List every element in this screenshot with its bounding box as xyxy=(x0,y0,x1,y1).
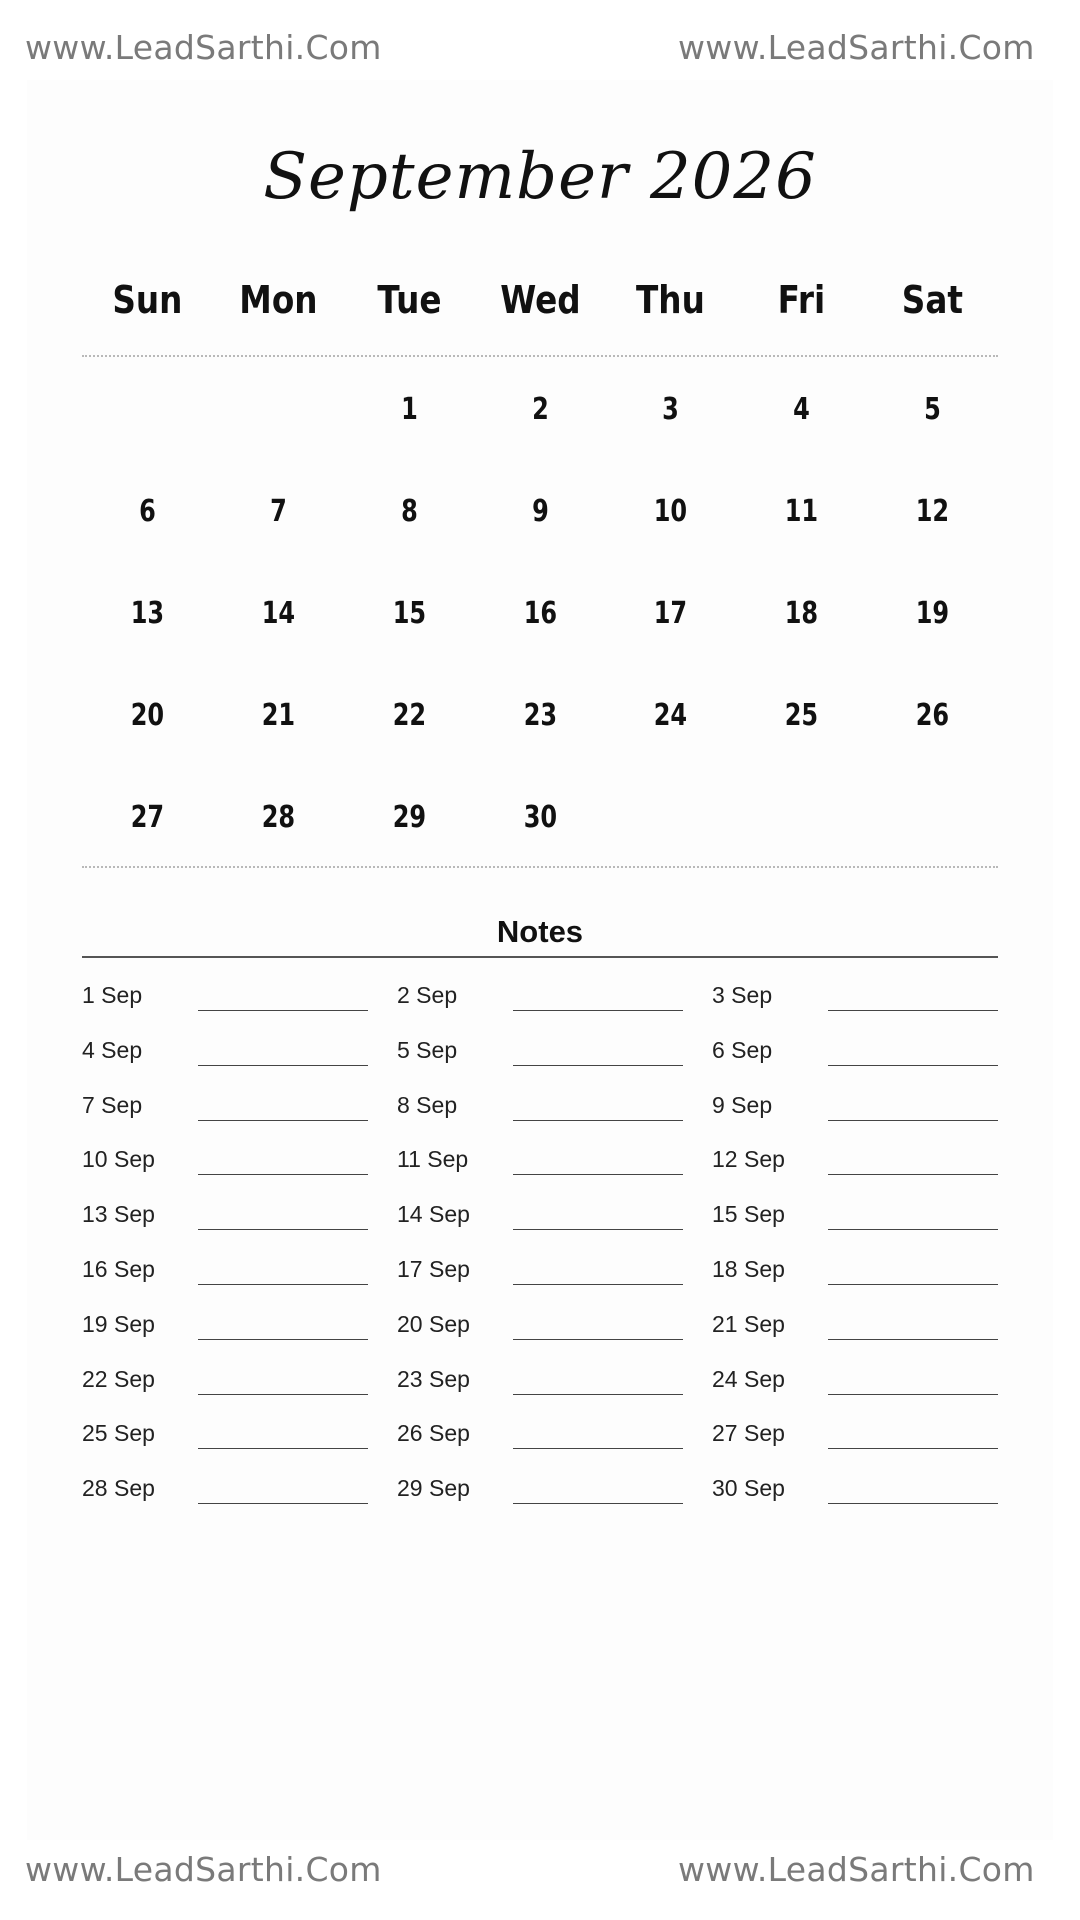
note-write-line xyxy=(513,1503,683,1504)
day-cell: 27 xyxy=(130,800,165,835)
watermark-bottom-left: www.LeadSarthi.Com xyxy=(25,1850,382,1889)
day-cell: 18 xyxy=(785,596,819,631)
note-write-line xyxy=(198,1010,368,1011)
weekday-sun: Sun xyxy=(112,278,183,322)
note-write-line xyxy=(828,1174,998,1175)
note-write-line xyxy=(828,1394,998,1395)
note-entry xyxy=(397,1254,687,1294)
watermark-top-left: www.LeadSarthi.Com xyxy=(25,28,382,67)
weekday-wed: Wed xyxy=(499,278,581,322)
weekday-tue: Tue xyxy=(377,278,442,322)
note-entry xyxy=(712,1035,1002,1075)
note-date-label: 13 Sep xyxy=(82,1201,155,1228)
note-write-line xyxy=(198,1339,368,1340)
note-write-line xyxy=(828,1448,998,1449)
note-date-label: 30 Sep xyxy=(712,1475,785,1502)
note-write-line xyxy=(828,1284,998,1285)
day-cell: 25 xyxy=(785,698,819,733)
day-cell: 26 xyxy=(915,698,950,733)
note-write-line xyxy=(513,1394,683,1395)
note-date-label: 10 Sep xyxy=(82,1146,155,1173)
note-entry xyxy=(712,1254,1002,1294)
note-entry xyxy=(712,1144,1002,1184)
note-write-line xyxy=(513,1065,683,1066)
day-cell: 24 xyxy=(654,698,688,733)
note-write-line xyxy=(513,1120,683,1121)
day-cell: 6 xyxy=(139,494,156,529)
note-date-label: 29 Sep xyxy=(397,1475,470,1502)
note-write-line xyxy=(828,1065,998,1066)
week-row-5 xyxy=(82,800,998,835)
calendar-title: September 2026 xyxy=(263,140,817,214)
watermark-bottom-right: www.LeadSarthi.Com xyxy=(678,1850,1035,1889)
calendar-bottom-divider xyxy=(82,866,998,868)
note-date-label: 28 Sep xyxy=(82,1475,155,1502)
header-divider xyxy=(82,355,998,357)
note-date-label: 25 Sep xyxy=(82,1420,155,1447)
note-date-label: 9 Sep xyxy=(712,1091,773,1118)
weekday-sat: Sat xyxy=(901,278,964,322)
note-entry xyxy=(397,1035,687,1075)
note-entry xyxy=(712,1090,1002,1130)
watermark-top-right: www.LeadSarthi.Com xyxy=(678,28,1035,67)
note-write-line xyxy=(828,1120,998,1121)
note-date-label: 4 Sep xyxy=(82,1036,143,1063)
note-date-label: 23 Sep xyxy=(397,1365,470,1392)
day-cell: 30 xyxy=(523,800,557,835)
day-cell: 23 xyxy=(523,698,557,733)
note-entry xyxy=(397,1309,687,1349)
note-write-line xyxy=(198,1394,368,1395)
week-row-3 xyxy=(82,596,998,631)
note-entry xyxy=(712,980,1002,1020)
note-date-label: 22 Sep xyxy=(82,1365,155,1392)
note-date-label: 2 Sep xyxy=(397,982,458,1008)
note-write-line xyxy=(198,1503,368,1504)
note-entry xyxy=(397,1473,687,1513)
note-write-line xyxy=(828,1503,998,1504)
note-entry xyxy=(82,1418,372,1458)
note-entry xyxy=(712,1364,1002,1404)
day-cell: 12 xyxy=(915,494,950,529)
day-cell: 28 xyxy=(261,800,295,835)
note-date-label: 16 Sep xyxy=(82,1256,155,1282)
weekday-header xyxy=(82,278,998,322)
note-entry xyxy=(397,1364,687,1404)
day-cell: 16 xyxy=(523,596,557,631)
day-cell: 17 xyxy=(654,596,688,631)
note-date-label: 1 Sep xyxy=(82,982,143,1008)
day-cell: 10 xyxy=(654,494,688,529)
note-date-label: 6 Sep xyxy=(712,1036,773,1063)
day-cell: 14 xyxy=(261,596,295,631)
note-entry xyxy=(82,1090,372,1130)
calendar-page xyxy=(27,80,1053,1840)
day-cell: 5 xyxy=(924,392,941,427)
note-date-label: 20 Sep xyxy=(397,1310,470,1337)
note-write-line xyxy=(198,1229,368,1230)
note-write-line xyxy=(513,1448,683,1449)
note-entry xyxy=(712,1309,1002,1349)
day-cell: 11 xyxy=(785,494,819,529)
day-cell: 9 xyxy=(531,494,549,529)
note-write-line xyxy=(828,1339,998,1340)
notes-rule xyxy=(82,956,998,958)
weekday-mon: Mon xyxy=(239,278,318,322)
note-entry xyxy=(82,1309,372,1349)
day-cell: 22 xyxy=(392,698,426,733)
note-write-line xyxy=(198,1065,368,1066)
note-date-label: 27 Sep xyxy=(712,1420,785,1447)
week-row-4 xyxy=(82,698,998,733)
note-entry xyxy=(397,1199,687,1239)
day-cell: 15 xyxy=(392,596,426,631)
weekday-thu: Thu xyxy=(636,278,706,322)
note-write-line xyxy=(198,1448,368,1449)
note-entry xyxy=(397,1144,687,1184)
note-date-label: 24 Sep xyxy=(712,1365,785,1392)
day-cell: 21 xyxy=(261,698,295,733)
weekday-fri: Fri xyxy=(777,278,826,322)
day-cell: 29 xyxy=(392,800,426,835)
week-row-1 xyxy=(82,392,998,427)
note-write-line xyxy=(513,1174,683,1175)
note-write-line xyxy=(198,1284,368,1285)
note-write-line xyxy=(198,1120,368,1121)
note-entry xyxy=(82,1144,372,1184)
note-write-line xyxy=(513,1010,683,1011)
note-date-label: 11 Sep xyxy=(397,1146,469,1173)
note-write-line xyxy=(513,1284,683,1285)
note-entry xyxy=(82,980,372,1020)
note-write-line xyxy=(513,1339,683,1340)
day-cell xyxy=(749,800,854,835)
note-entry xyxy=(82,1254,372,1294)
note-write-line xyxy=(513,1229,683,1230)
note-date-label: 17 Sep xyxy=(397,1256,470,1282)
day-cell xyxy=(95,392,200,427)
note-entry xyxy=(82,1473,372,1513)
note-entry xyxy=(712,1473,1002,1513)
note-date-label: 21 Sep xyxy=(712,1310,785,1337)
note-entry xyxy=(82,1364,372,1404)
note-date-label: 19 Sep xyxy=(82,1310,155,1337)
day-cell: 13 xyxy=(130,596,165,631)
note-date-label: 18 Sep xyxy=(712,1256,785,1282)
week-row-2 xyxy=(82,494,998,529)
day-cell: 1 xyxy=(400,392,418,427)
note-date-label: 14 Sep xyxy=(397,1201,470,1228)
note-write-line xyxy=(828,1010,998,1011)
note-date-label: 3 Sep xyxy=(712,982,773,1008)
day-cell: 3 xyxy=(662,392,680,427)
day-cell xyxy=(619,800,724,835)
day-cell: 4 xyxy=(793,392,811,427)
day-cell: 2 xyxy=(531,392,549,427)
note-entry xyxy=(82,1035,372,1075)
note-date-label: 5 Sep xyxy=(397,1036,458,1063)
day-cell: 20 xyxy=(130,698,165,733)
note-date-label: 7 Sep xyxy=(82,1091,143,1118)
notes-title: Notes xyxy=(496,914,584,949)
note-date-label: 8 Sep xyxy=(397,1091,458,1118)
day-cell: 8 xyxy=(400,494,418,529)
note-date-label: 15 Sep xyxy=(712,1201,785,1228)
note-entry xyxy=(82,1199,372,1239)
day-cell xyxy=(226,392,331,427)
note-entry xyxy=(712,1199,1002,1239)
note-entry xyxy=(397,1418,687,1458)
day-cell: 19 xyxy=(915,596,950,631)
note-entry xyxy=(712,1418,1002,1458)
note-write-line xyxy=(198,1174,368,1175)
note-write-line xyxy=(828,1229,998,1230)
day-cell xyxy=(880,800,985,835)
day-cell: 7 xyxy=(269,494,287,529)
note-entry xyxy=(397,1090,687,1130)
note-date-label: 12 Sep xyxy=(712,1146,785,1173)
note-entry xyxy=(397,980,687,1020)
note-date-label: 26 Sep xyxy=(397,1420,470,1447)
